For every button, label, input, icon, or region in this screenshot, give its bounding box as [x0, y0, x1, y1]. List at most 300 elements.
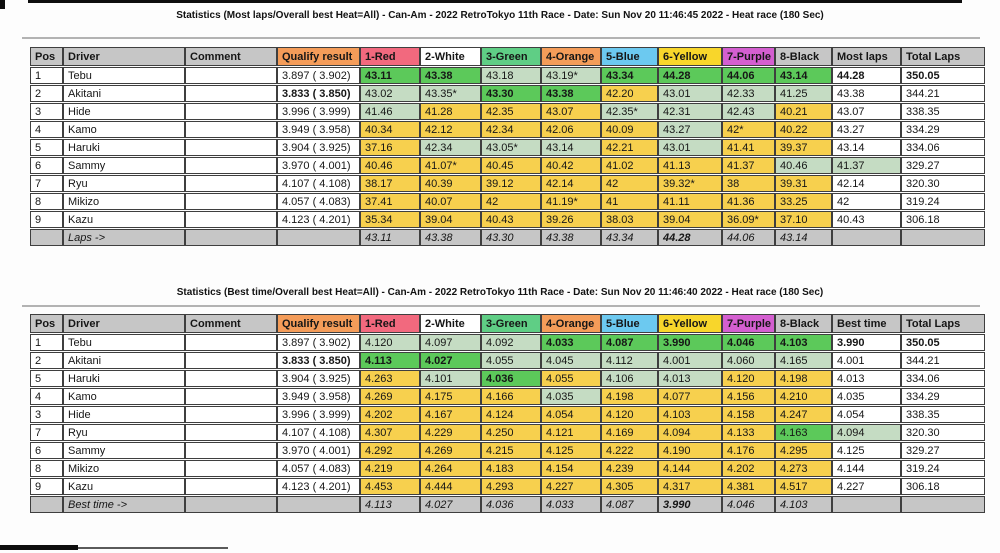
lap-time-cell: 4.444 — [420, 478, 481, 495]
comment-cell — [185, 121, 277, 138]
footer-label: Laps -> — [63, 229, 185, 246]
lap-time-cell: 4.077 — [658, 388, 722, 405]
qualify-cell: 3.970 ( 4.001) — [277, 442, 360, 459]
lap-time-cell: 4.103 — [658, 406, 722, 423]
lap-time-cell: 4.101 — [420, 370, 481, 387]
lap-time-cell: 40.07 — [420, 193, 481, 210]
lap-time-cell: 4.166 — [481, 388, 541, 405]
footer-pos-cell — [30, 496, 63, 513]
driver-cell: Akitani — [63, 85, 185, 102]
lap-time-cell: 40.42 — [541, 157, 601, 174]
total-laps-cell: 334.06 — [901, 370, 985, 387]
lap-time-cell: 4.317 — [658, 478, 722, 495]
lap-time-cell: 4.060 — [722, 352, 775, 369]
lap-time-cell: 37.16 — [360, 139, 420, 156]
lap-time-cell: 4.154 — [541, 460, 601, 477]
lap-time-cell: 4.517 — [775, 478, 832, 495]
lap-time-cell: 40.09 — [601, 121, 658, 138]
column-header-1-red: 1-Red — [360, 47, 420, 66]
total-laps-cell: 319.24 — [901, 193, 985, 210]
pos-cell: 4 — [30, 121, 63, 138]
lap-time-cell: 41.07* — [420, 157, 481, 174]
pos-cell: 2 — [30, 85, 63, 102]
lap-time-cell: 4.120 — [722, 370, 775, 387]
most-laps-report-title: Statistics (Most laps/Overall best Heat=All) - Can-Am - 2022 RetroTokyo 11th Race - Date: Sun Nov 20 11:46:45 2022 - Heat race (180 Sec) — [176, 10, 824, 21]
pos-cell: 5 — [30, 370, 63, 387]
summary-cell: 44.28 — [832, 67, 901, 84]
qualify-cell: 4.057 ( 4.083) — [277, 193, 360, 210]
lap-time-cell: 4.210 — [775, 388, 832, 405]
lap-time-cell: 4.087 — [601, 334, 658, 351]
lap-time-cell: 42.34 — [420, 139, 481, 156]
scan-artifact-bottom-line — [78, 547, 228, 549]
total-laps-cell: 334.29 — [901, 121, 985, 138]
footer-value-cell: 44.06 — [722, 229, 775, 246]
driver-row — [30, 67, 985, 84]
lap-time-cell: 4.381 — [722, 478, 775, 495]
column-header-4-orange: 4-Orange — [541, 47, 601, 66]
lap-time-cell: 42 — [601, 175, 658, 192]
column-header-best-time: Best time — [832, 314, 901, 333]
driver-cell: Kamo — [63, 388, 185, 405]
lap-time-cell: 39.04 — [420, 211, 481, 228]
column-header-3-green: 3-Green — [481, 47, 541, 66]
summary-cell: 43.38 — [832, 85, 901, 102]
qualify-cell: 3.970 ( 4.001) — [277, 157, 360, 174]
lap-time-cell: 41.19* — [541, 193, 601, 210]
footer-value-cell: 4.113 — [360, 496, 420, 513]
comment-cell — [185, 478, 277, 495]
comment-cell — [185, 67, 277, 84]
lap-time-cell: 43.18 — [481, 67, 541, 84]
footer-total-cell — [901, 496, 985, 513]
lap-time-cell: 43.35* — [420, 85, 481, 102]
qualify-cell: 3.897 ( 3.902) — [277, 67, 360, 84]
lap-time-cell: 4.175 — [420, 388, 481, 405]
lap-time-cell: 4.045 — [541, 352, 601, 369]
column-header-pos: Pos — [30, 47, 63, 66]
driver-row — [30, 103, 985, 120]
footer-value-cell: 4.046 — [722, 496, 775, 513]
lap-time-cell: 4.158 — [722, 406, 775, 423]
pos-cell: 1 — [30, 67, 63, 84]
pos-cell: 9 — [30, 478, 63, 495]
lap-time-cell: 4.120 — [601, 406, 658, 423]
column-header-2-white: 2-White — [420, 47, 481, 66]
footer-value-cell: 44.28 — [658, 229, 722, 246]
total-laps-cell: 320.30 — [901, 175, 985, 192]
comment-cell — [185, 157, 277, 174]
column-header-6-yellow: 6-Yellow — [658, 47, 722, 66]
column-header-qualify-result: Qualify result — [277, 314, 360, 333]
lap-time-cell: 4.247 — [775, 406, 832, 423]
comment-cell — [185, 460, 277, 477]
pos-cell: 9 — [30, 211, 63, 228]
total-laps-cell: 306.18 — [901, 478, 985, 495]
lap-time-cell: 37.41 — [360, 193, 420, 210]
comment-cell — [185, 103, 277, 120]
lap-time-cell: 4.198 — [775, 370, 832, 387]
lap-time-cell: 4.227 — [541, 478, 601, 495]
lap-time-cell: 44.28 — [658, 67, 722, 84]
lap-time-cell: 4.273 — [775, 460, 832, 477]
lap-time-cell: 42.43 — [722, 103, 775, 120]
qualify-cell: 3.833 ( 3.850) — [277, 352, 360, 369]
qualify-cell: 4.057 ( 4.083) — [277, 460, 360, 477]
summary-cell: 4.094 — [832, 424, 901, 441]
column-header-1-red: 1-Red — [360, 314, 420, 333]
footer-summary-cell — [832, 229, 901, 246]
driver-row — [30, 442, 985, 459]
pos-cell: 7 — [30, 424, 63, 441]
lap-time-cell: 4.156 — [722, 388, 775, 405]
lap-time-cell: 4.092 — [481, 334, 541, 351]
driver-cell: Hide — [63, 406, 185, 423]
lap-time-cell: 4.269 — [360, 388, 420, 405]
pos-cell: 6 — [30, 157, 63, 174]
pos-cell: 8 — [30, 460, 63, 477]
comment-cell — [185, 334, 277, 351]
comment-cell — [185, 388, 277, 405]
total-laps-cell: 350.05 — [901, 67, 985, 84]
lap-time-cell: 39.12 — [481, 175, 541, 192]
scan-artifact-top-bar — [28, 0, 962, 3]
column-header-2-white: 2-White — [420, 314, 481, 333]
lap-time-cell: 41.13 — [658, 157, 722, 174]
lap-time-cell: 43.11 — [360, 67, 420, 84]
lap-time-cell: 4.190 — [658, 442, 722, 459]
lap-time-cell: 4.183 — [481, 460, 541, 477]
footer-comment-cell — [185, 229, 277, 246]
lap-time-cell: 40.22 — [775, 121, 832, 138]
lap-time-cell: 4.295 — [775, 442, 832, 459]
lap-time-cell: 4.046 — [722, 334, 775, 351]
divider — [22, 305, 980, 307]
lap-time-cell: 4.106 — [601, 370, 658, 387]
comment-cell — [185, 352, 277, 369]
total-laps-cell: 319.24 — [901, 460, 985, 477]
lap-time-cell: 41.25 — [775, 85, 832, 102]
lap-time-cell: 41 — [601, 193, 658, 210]
footer-qualify-cell — [277, 229, 360, 246]
lap-time-cell: 33.25 — [775, 193, 832, 210]
total-laps-cell: 334.06 — [901, 139, 985, 156]
column-header-total-laps: Total Laps — [901, 314, 985, 333]
lap-time-cell: 43.27 — [658, 121, 722, 138]
qualify-cell: 3.904 ( 3.925) — [277, 139, 360, 156]
comment-cell — [185, 442, 277, 459]
lap-time-cell: 42.33 — [722, 85, 775, 102]
column-header-comment: Comment — [185, 47, 277, 66]
comment-cell — [185, 139, 277, 156]
footer-value-cell: 4.033 — [541, 496, 601, 513]
lap-time-cell: 4.239 — [601, 460, 658, 477]
driver-cell: Kazu — [63, 211, 185, 228]
summary-cell: 42 — [832, 193, 901, 210]
driver-row — [30, 193, 985, 210]
footer-qualify-cell — [277, 496, 360, 513]
lap-time-cell: 40.21 — [775, 103, 832, 120]
summary-cell: 4.144 — [832, 460, 901, 477]
driver-cell: Mikizo — [63, 460, 185, 477]
lap-time-cell: 42.14 — [541, 175, 601, 192]
footer-value-cell: 4.087 — [601, 496, 658, 513]
lap-time-cell: 41.11 — [658, 193, 722, 210]
lap-time-cell: 4.033 — [541, 334, 601, 351]
lap-time-cell: 41.37 — [722, 157, 775, 174]
driver-cell: Tebu — [63, 334, 185, 351]
qualify-cell: 4.107 ( 4.108) — [277, 424, 360, 441]
summary-cell: 4.054 — [832, 406, 901, 423]
lap-time-cell: 4.264 — [420, 460, 481, 477]
pos-cell: 8 — [30, 193, 63, 210]
lap-time-cell: 41.28 — [420, 103, 481, 120]
lap-time-cell: 4.453 — [360, 478, 420, 495]
footer-value-cell: 43.38 — [420, 229, 481, 246]
footer-value-cell: 43.14 — [775, 229, 832, 246]
summary-cell: 3.990 — [832, 334, 901, 351]
summary-cell: 40.43 — [832, 211, 901, 228]
lap-time-cell: 44.06 — [722, 67, 775, 84]
lap-time-cell: 43.19* — [541, 67, 601, 84]
lap-time-cell: 42.21 — [601, 139, 658, 156]
comment-cell — [185, 175, 277, 192]
footer-value-cell: 4.103 — [775, 496, 832, 513]
lap-time-cell: 4.219 — [360, 460, 420, 477]
driver-cell: Ryu — [63, 424, 185, 441]
pos-cell: 1 — [30, 334, 63, 351]
qualify-cell: 4.123 ( 4.201) — [277, 211, 360, 228]
total-laps-cell: 320.30 — [901, 424, 985, 441]
lap-time-cell: 35.34 — [360, 211, 420, 228]
lap-time-cell: 4.229 — [420, 424, 481, 441]
lap-time-cell: 41.46 — [360, 103, 420, 120]
total-laps-cell: 329.27 — [901, 157, 985, 174]
driver-row — [30, 85, 985, 102]
lap-time-cell: 4.125 — [541, 442, 601, 459]
scan-artifact-bottom-left — [0, 545, 78, 550]
lap-time-cell: 40.45 — [481, 157, 541, 174]
qualify-cell: 3.996 ( 3.999) — [277, 406, 360, 423]
driver-cell: Akitani — [63, 352, 185, 369]
lap-time-cell: 4.001 — [658, 352, 722, 369]
lap-time-cell: 4.097 — [420, 334, 481, 351]
lap-time-cell: 4.113 — [360, 352, 420, 369]
lap-time-cell: 4.103 — [775, 334, 832, 351]
column-header-8-black: 8-Black — [775, 47, 832, 66]
lap-time-cell: 42 — [481, 193, 541, 210]
pos-cell: 4 — [30, 388, 63, 405]
qualify-cell: 3.949 ( 3.958) — [277, 121, 360, 138]
footer-value-cell: 4.027 — [420, 496, 481, 513]
lap-time-cell: 42.06 — [541, 121, 601, 138]
footer-summary-cell — [832, 496, 901, 513]
driver-cell: Hide — [63, 103, 185, 120]
comment-cell — [185, 211, 277, 228]
lap-time-cell: 43.38 — [420, 67, 481, 84]
lap-time-cell: 4.202 — [360, 406, 420, 423]
lap-time-cell: 40.39 — [420, 175, 481, 192]
lap-time-cell: 42.31 — [658, 103, 722, 120]
driver-cell: Haruki — [63, 139, 185, 156]
summary-cell: 43.14 — [832, 139, 901, 156]
lap-time-cell: 41.02 — [601, 157, 658, 174]
footer-value-cell: 43.30 — [481, 229, 541, 246]
column-header-7-purple: 7-Purple — [722, 47, 775, 66]
total-laps-cell: 306.18 — [901, 211, 985, 228]
lap-time-cell: 39.32* — [658, 175, 722, 192]
summary-cell: 4.227 — [832, 478, 901, 495]
footer-value-cell: 3.990 — [658, 496, 722, 513]
lap-time-cell: 4.169 — [601, 424, 658, 441]
lap-time-cell: 4.167 — [420, 406, 481, 423]
pos-cell: 7 — [30, 175, 63, 192]
driver-row — [30, 334, 985, 351]
pos-cell: 6 — [30, 442, 63, 459]
lap-time-cell: 4.121 — [541, 424, 601, 441]
summary-cell: 4.125 — [832, 442, 901, 459]
comment-cell — [185, 406, 277, 423]
lap-time-cell: 38 — [722, 175, 775, 192]
pos-cell: 3 — [30, 406, 63, 423]
lap-time-cell: 4.305 — [601, 478, 658, 495]
driver-row — [30, 478, 985, 495]
summary-cell: 43.27 — [832, 121, 901, 138]
qualify-cell: 3.897 ( 3.902) — [277, 334, 360, 351]
lap-time-cell: 4.250 — [481, 424, 541, 441]
driver-row — [30, 370, 985, 387]
lap-time-cell: 4.035 — [541, 388, 601, 405]
lap-time-cell: 38.17 — [360, 175, 420, 192]
total-laps-cell: 338.35 — [901, 103, 985, 120]
lap-time-cell: 4.202 — [722, 460, 775, 477]
lap-time-cell: 4.124 — [481, 406, 541, 423]
lap-time-cell: 43.05* — [481, 139, 541, 156]
qualify-cell: 3.996 ( 3.999) — [277, 103, 360, 120]
best-time-report-title: Statistics (Best time/Overall best Heat=All) - Can-Am - 2022 RetroTokyo 11th Race - Date: Sun Nov 20 11:46:40 2022 - Heat race (180 Sec) — [176, 287, 824, 298]
lap-time-cell: 41.36 — [722, 193, 775, 210]
qualify-cell: 3.904 ( 3.925) — [277, 370, 360, 387]
lap-time-cell: 4.133 — [722, 424, 775, 441]
lap-time-cell: 40.46 — [360, 157, 420, 174]
driver-row — [30, 406, 985, 423]
footer-comment-cell — [185, 496, 277, 513]
lap-time-cell: 43.01 — [658, 139, 722, 156]
lap-time-cell: 43.30 — [481, 85, 541, 102]
footer-pos-cell — [30, 229, 63, 246]
lap-time-cell: 4.112 — [601, 352, 658, 369]
lap-time-cell: 42.35 — [481, 103, 541, 120]
lap-time-cell: 36.09* — [722, 211, 775, 228]
driver-cell: Kazu — [63, 478, 185, 495]
lap-time-cell: 4.144 — [658, 460, 722, 477]
column-header-total-laps: Total Laps — [901, 47, 985, 66]
driver-cell: Haruki — [63, 370, 185, 387]
most-laps-table — [30, 46, 985, 247]
column-header-4-orange: 4-Orange — [541, 314, 601, 333]
lap-time-cell: 43.34 — [601, 67, 658, 84]
comment-cell — [185, 370, 277, 387]
total-laps-cell: 329.27 — [901, 442, 985, 459]
pos-cell: 3 — [30, 103, 63, 120]
lap-time-cell: 38.03 — [601, 211, 658, 228]
lap-time-cell: 43.14 — [541, 139, 601, 156]
footer-value-cell: 43.34 — [601, 229, 658, 246]
total-laps-cell: 344.21 — [901, 352, 985, 369]
footer-value-cell: 43.11 — [360, 229, 420, 246]
lap-time-cell: 43.38 — [541, 85, 601, 102]
comment-cell — [185, 424, 277, 441]
column-header-5-blue: 5-Blue — [601, 314, 658, 333]
driver-row — [30, 139, 985, 156]
lap-time-cell: 39.37 — [775, 139, 832, 156]
lap-time-cell: 43.07 — [541, 103, 601, 120]
driver-row — [30, 352, 985, 369]
lap-time-cell: 39.26 — [541, 211, 601, 228]
lap-time-cell: 39.31 — [775, 175, 832, 192]
driver-cell: Sammy — [63, 442, 185, 459]
total-laps-cell: 338.35 — [901, 406, 985, 423]
lap-time-cell: 4.163 — [775, 424, 832, 441]
footer-value-cell: 4.036 — [481, 496, 541, 513]
lap-time-cell: 4.120 — [360, 334, 420, 351]
qualify-cell: 4.107 ( 4.108) — [277, 175, 360, 192]
column-header-5-blue: 5-Blue — [601, 47, 658, 66]
comment-cell — [185, 85, 277, 102]
lap-time-cell: 4.165 — [775, 352, 832, 369]
summary-cell: 4.001 — [832, 352, 901, 369]
lap-time-cell: 37.10 — [775, 211, 832, 228]
best-time-table — [30, 313, 985, 514]
driver-cell: Sammy — [63, 157, 185, 174]
summary-cell: 41.37 — [832, 157, 901, 174]
qualify-cell: 3.949 ( 3.958) — [277, 388, 360, 405]
lap-time-cell: 4.263 — [360, 370, 420, 387]
driver-cell: Mikizo — [63, 193, 185, 210]
column-header-8-black: 8-Black — [775, 314, 832, 333]
driver-row — [30, 388, 985, 405]
column-header-qualify-result: Qualify result — [277, 47, 360, 66]
scan-artifact-top-left — [0, 0, 5, 9]
qualify-cell: 4.123 ( 4.201) — [277, 478, 360, 495]
column-header-6-yellow: 6-Yellow — [658, 314, 722, 333]
footer-value-cell: 43.38 — [541, 229, 601, 246]
column-header-3-green: 3-Green — [481, 314, 541, 333]
column-header-pos: Pos — [30, 314, 63, 333]
divider — [22, 37, 980, 39]
pos-cell: 5 — [30, 139, 63, 156]
lap-time-cell: 4.094 — [658, 424, 722, 441]
driver-row — [30, 424, 985, 441]
summary-cell: 42.14 — [832, 175, 901, 192]
column-header-7-purple: 7-Purple — [722, 314, 775, 333]
total-laps-cell: 344.21 — [901, 85, 985, 102]
footer-row — [30, 496, 985, 513]
lap-time-cell: 43.14 — [775, 67, 832, 84]
lap-time-cell: 4.198 — [601, 388, 658, 405]
lap-time-cell: 42.34 — [481, 121, 541, 138]
lap-time-cell: 43.02 — [360, 85, 420, 102]
lap-time-cell: 4.269 — [420, 442, 481, 459]
comment-cell — [185, 193, 277, 210]
lap-time-cell: 4.222 — [601, 442, 658, 459]
column-header-comment: Comment — [185, 314, 277, 333]
driver-row — [30, 157, 985, 174]
lap-time-cell: 4.215 — [481, 442, 541, 459]
summary-cell: 4.035 — [832, 388, 901, 405]
lap-time-cell: 42.12 — [420, 121, 481, 138]
footer-label: Best time -> — [63, 496, 185, 513]
